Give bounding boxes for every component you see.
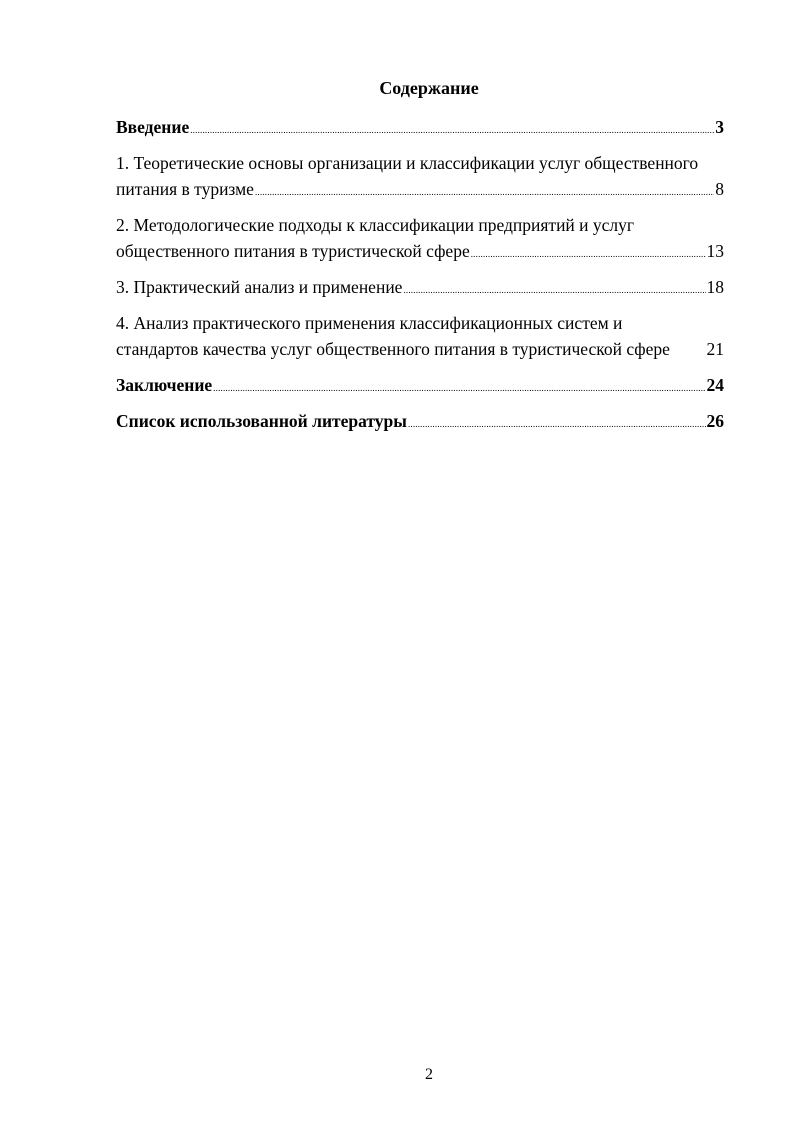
toc-entry-chapter-3[interactable] [116,274,724,300]
toc-entry-page: 21 [706,339,724,359]
toc-entry-label: Введение [116,117,190,137]
toc-entry-label: Заключение [116,375,213,395]
dot-leader [471,250,706,259]
toc-entry-page: 3 [715,117,724,137]
toc-entry-label-line-1: 1. Теоретические основы организации и классификации услуг общественного [116,153,699,173]
toc-entry-page: 18 [706,277,724,297]
table-of-contents [116,114,724,444]
toc-entry-references[interactable] [116,408,724,434]
toc-entry-page: 26 [706,411,724,431]
toc-entry-introduction[interactable] [116,114,724,140]
toc-entry-label: Список использованной литературы [116,411,407,431]
page-number: 2 [425,1066,433,1083]
toc-entry-label-line-2: питания в туризме [116,179,254,199]
toc-title: Содержание [379,78,479,98]
dot-leader [190,126,714,135]
toc-entry-page: 13 [706,241,724,261]
dot-leader [213,384,705,393]
dot-leader [408,420,706,429]
toc-entry-label-line-2: общественного питания в туристической сфере [116,241,470,261]
dot-leader [255,188,714,197]
toc-entry-page: 8 [715,179,724,199]
toc-entry-conclusion[interactable] [116,372,724,398]
toc-entry-chapter-2[interactable] [116,212,724,264]
toc-entry-chapter-1[interactable] [116,150,724,202]
toc-entry-label-line-2: стандартов качества услуг общественного питания в туристической сфере [116,339,670,359]
toc-entry-chapter-4[interactable] [116,310,724,362]
dot-leader [403,286,705,295]
toc-entry-label-line-1: 2. Методологические подходы к классификации предприятий и услуг [116,215,635,235]
toc-entry-label-line-1: 4. Анализ практического применения классификационных систем и [116,313,623,333]
toc-entry-label: 3. Практический анализ и применение [116,277,403,297]
toc-entry-page: 24 [706,375,724,395]
